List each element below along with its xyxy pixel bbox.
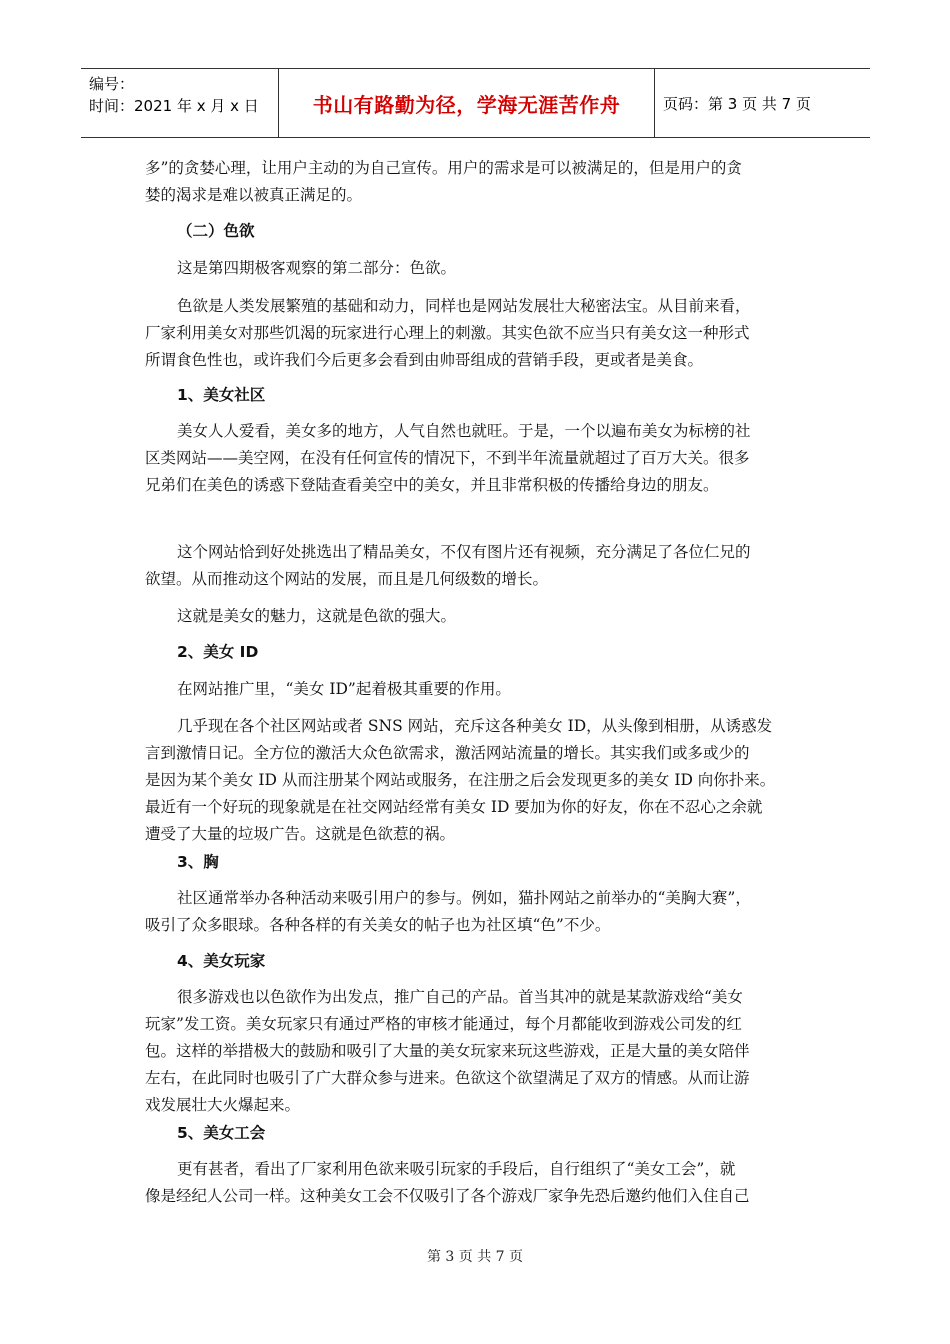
text-line: 厂家利用美女对那些饥渴的玩家进行心理上的刺激。其实色欲不应当只有美女这一种形式 bbox=[145, 324, 750, 342]
text-line: 社区通常举办各种活动来吸引用户的参与。例如，猫扑网站之前举办的“美胸大赛”， bbox=[177, 889, 751, 907]
paragraph bbox=[145, 255, 456, 282]
page-header bbox=[81, 68, 870, 138]
text-line: 遭受了大量的垃圾广告。这就是色欲惹的祸。 bbox=[145, 825, 456, 843]
paragraph bbox=[145, 885, 751, 939]
text-line: 很多游戏也以色欲作为出发点，推广自己的产品。首当其冲的就是某款游戏给“美女 bbox=[177, 988, 743, 1006]
paragraph bbox=[145, 984, 750, 1119]
text-line: 欲望。从而推动这个网站的发展，而且是几何级数的增长。 bbox=[145, 570, 549, 588]
paragraph bbox=[145, 539, 751, 593]
paragraph bbox=[145, 713, 775, 848]
text-line: 这是第四期极客观察的第二部分：色欲。 bbox=[177, 259, 457, 277]
text-line: 吸引了众多眼球。各种各样的有关美女的帖子也为社区填“色”不少。 bbox=[145, 916, 611, 934]
subsection-heading: 2、美女 ID bbox=[177, 643, 259, 661]
paragraph bbox=[145, 603, 456, 630]
text-line: 美女人人爱看，美女多的地方，人气自然也就旺。于是，一个以遍布美女为标榜的社 bbox=[177, 422, 751, 440]
header-number-label: 编号： bbox=[89, 75, 135, 93]
text-line: 像是经纪人公司一样。这种美女工会不仅吸引了各个游戏厂家争先恐后邀约他们入住自己 bbox=[145, 1187, 750, 1205]
header-motto-cell bbox=[279, 69, 655, 137]
header-motto: 书山有路勤为径，学海无涯苦作舟 bbox=[312, 92, 621, 117]
header-date-label: 时间：2021 年 x 月 x 日 bbox=[89, 97, 259, 115]
subsection-heading: 1、美女社区 bbox=[177, 386, 266, 404]
text-line: 在网站推广里，“美女 ID”起着极其重要的作用。 bbox=[177, 680, 511, 698]
text-line: 所谓食色性也，或许我们今后更多会看到由帅哥组成的营销手段，更或者是美食。 bbox=[145, 351, 704, 369]
subsection-heading: 3、胸 bbox=[177, 853, 219, 871]
subsection-heading: 4、美女玩家 bbox=[177, 952, 266, 970]
text-line: 言到激情日记。全方位的激活大众色欲需求，激活网站流量的增长。其实我们或多或少的 bbox=[145, 744, 750, 762]
text-line: 包。这样的举措极大的鼓励和吸引了大量的美女玩家来玩这些游戏，正是大量的美女陪伴 bbox=[145, 1042, 750, 1060]
paragraph bbox=[145, 1156, 750, 1210]
paragraph bbox=[145, 676, 511, 703]
text-line: 玩家”发工资。美女玩家只有通过严格的审核才能通过，每个月都能收到游戏公司发的红 bbox=[145, 1015, 742, 1033]
text-line: 婪的渴求是难以被真正满足的。 bbox=[145, 186, 363, 204]
header-page-code: 页码：第 3 页 共 7 页 bbox=[663, 94, 811, 113]
text-line: 兄弟们在美色的诱惑下登陆查看美空中的美女，并且非常积极的传播给身边的朋友。 bbox=[145, 476, 719, 494]
text-line: 这个网站恰到好处挑选出了精品美女，不仅有图片还有视频，充分满足了各位仁兄的 bbox=[177, 543, 751, 561]
text-line: 是因为某个美女 ID 从而注册某个网站或服务，在注册之后会发现更多的美女 ID 向你扑来。 bbox=[145, 771, 776, 789]
text-line: 区类网站——美空网，在没有任何宣传的情况下，不到半年流量就超过了百万大关。很多 bbox=[145, 449, 750, 467]
text-line: 这就是美女的魅力，这就是色欲的强大。 bbox=[177, 607, 457, 625]
text-line: 色欲是人类发展繁殖的基础和动力，同样也是网站发展壮大秘密法宝。从目前来看， bbox=[177, 297, 751, 315]
text-line: 多”的贪婪心理，让用户主动的为自己宣传。用户的需求是可以被满足的，但是用户的贪 bbox=[145, 159, 742, 177]
text-line: 戏发展壮大火爆起来。 bbox=[145, 1096, 301, 1114]
page-footer: 第 3 页 共 7 页 bbox=[426, 1249, 524, 1265]
paragraph bbox=[145, 418, 751, 499]
text-line: 最近有一个好玩的现象就是在社交网站经常有美女 ID 要加为你的好友，你在不忍心之余就 bbox=[145, 798, 763, 816]
paragraph bbox=[145, 155, 742, 209]
text-line: 更有甚者，看出了厂家利用色欲来吸引玩家的手段后，自行组织了“美女工会”，就 bbox=[177, 1160, 736, 1178]
paragraph bbox=[145, 293, 751, 374]
text-line: 几乎现在各个社区网站或者 SNS 网站，充斥这各种美女 ID，从头像到相册，从诱惑发 bbox=[177, 717, 773, 735]
header-info-cell bbox=[81, 69, 279, 137]
text-line: 左右，在此同时也吸引了广大群众参与进来。色欲这个欲望满足了双方的情感。从而让游 bbox=[145, 1069, 750, 1087]
section-heading: （二）色欲 bbox=[177, 222, 255, 240]
subsection-heading: 5、美女工会 bbox=[177, 1124, 266, 1142]
